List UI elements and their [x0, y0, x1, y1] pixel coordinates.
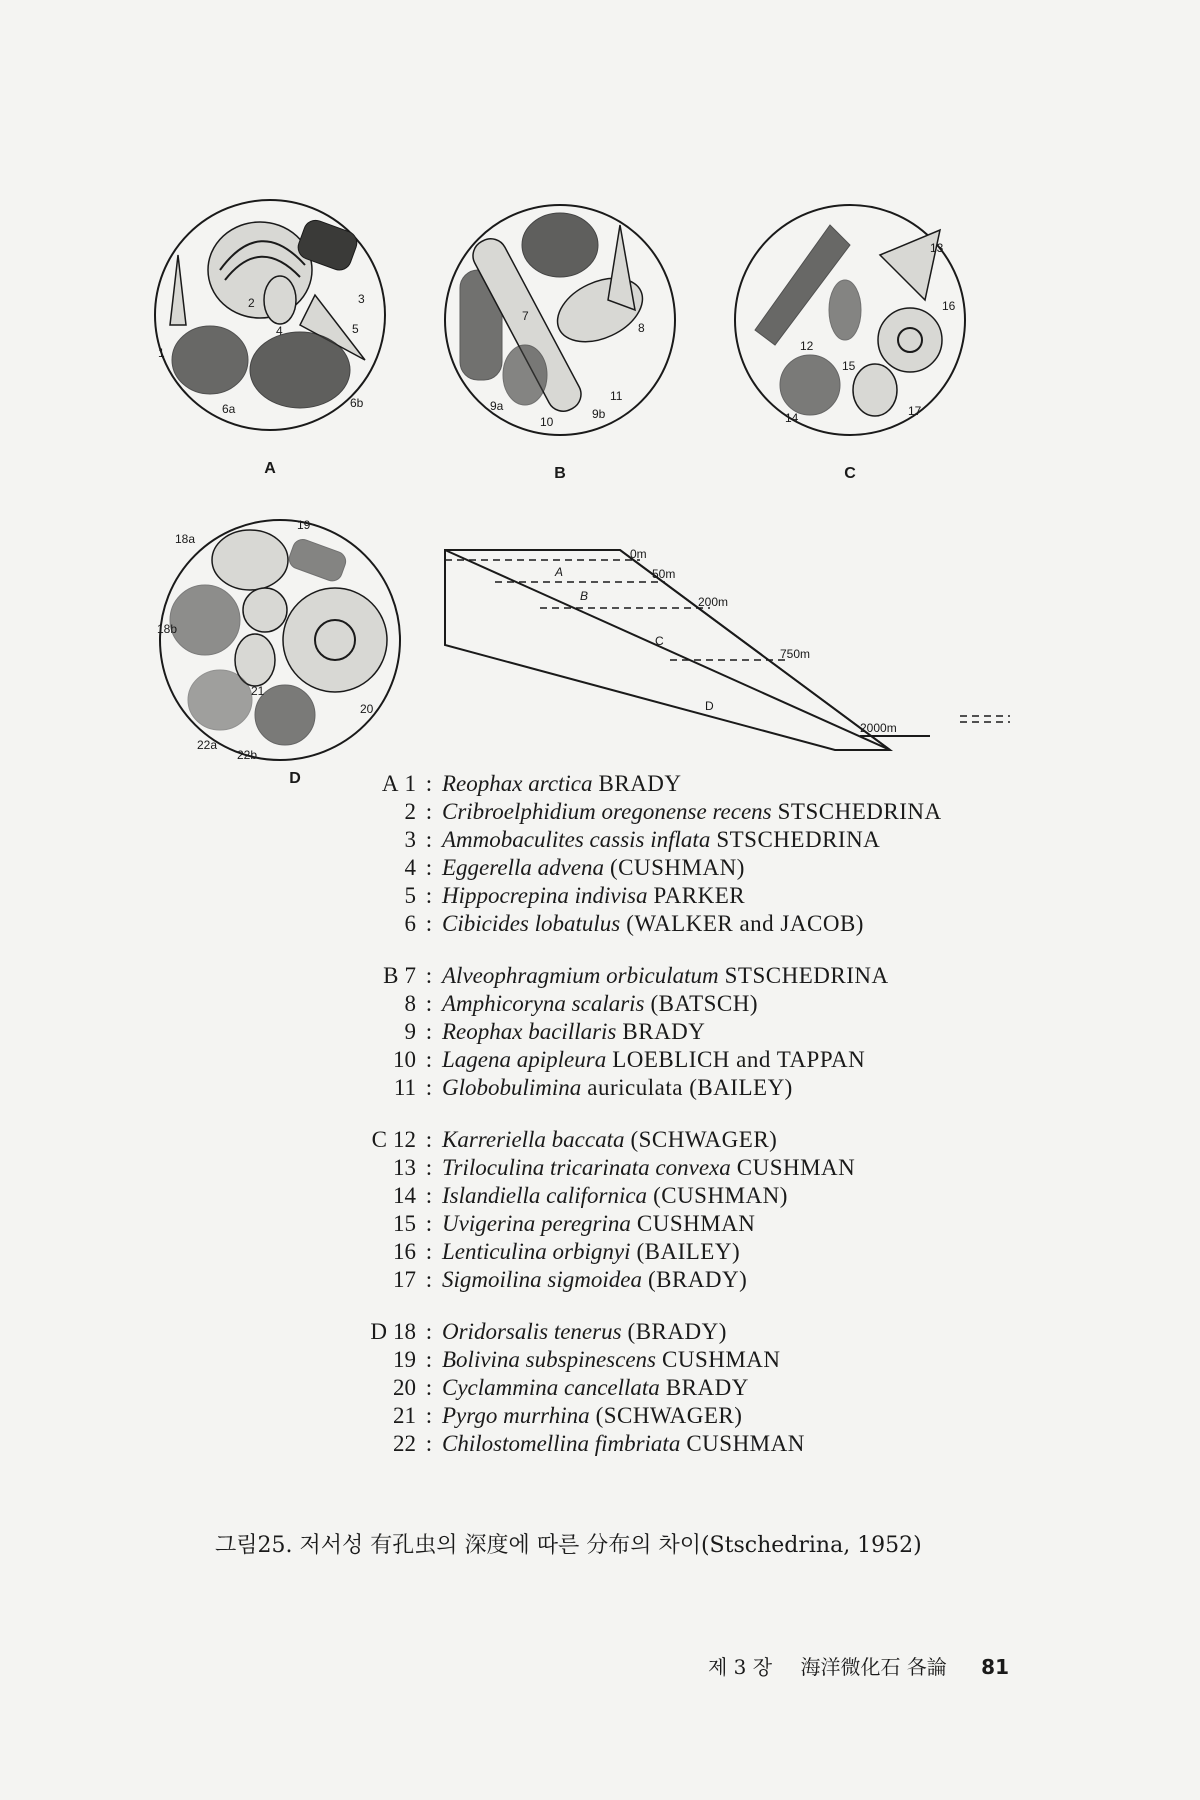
spec-label: 10	[540, 415, 554, 429]
depth-label: 50m	[652, 567, 676, 581]
legend-row	[330, 1046, 1130, 1074]
species-author: PARKER	[653, 883, 746, 908]
legend-item-number: 20	[393, 1375, 416, 1400]
species-name: Islandiella californica	[442, 1183, 648, 1208]
legend-number	[330, 1046, 422, 1074]
panel-a-illustration	[150, 195, 390, 435]
spec-label: 19	[297, 518, 311, 532]
footer-chapter: 제 3 장	[708, 1655, 773, 1679]
legend-row	[330, 1238, 1130, 1266]
spec-label: 14	[785, 411, 799, 425]
legend-colon: :	[425, 1075, 433, 1100]
legend-item-number: 3	[404, 827, 416, 852]
spec-label: 13	[930, 241, 944, 255]
legend-colon: :	[425, 799, 433, 824]
spec-label: 16	[942, 299, 956, 313]
legend-colon: :	[425, 1239, 433, 1264]
species-name: Globobulimina	[442, 1075, 582, 1100]
legend-number	[330, 1126, 422, 1154]
spec-label: 18a	[175, 532, 196, 546]
species-author: BRADY	[665, 1375, 749, 1400]
species-author: LOEBLICH and TAPPAN	[612, 1047, 866, 1072]
legend-item-number: 16	[393, 1239, 416, 1264]
legend-group	[330, 1318, 1130, 1458]
legend-colon: :	[425, 855, 433, 880]
species-author: (BAILEY)	[636, 1239, 741, 1264]
species-author: CUSHMAN	[662, 1347, 781, 1372]
legend-item-number: 6	[404, 911, 416, 936]
legend-item-number: 5	[404, 883, 416, 908]
legend-row	[330, 854, 1130, 882]
legend-number	[330, 1430, 422, 1458]
depth-label: 2000m	[860, 721, 897, 735]
legend-colon: :	[425, 991, 433, 1016]
species-name: Lagena apipleura	[442, 1047, 607, 1072]
panel-label-b: B	[554, 465, 566, 482]
legend-colon: :	[425, 1319, 433, 1344]
species-author: CUSHMAN	[736, 1155, 856, 1180]
depth-label: 0m	[630, 547, 647, 561]
spec-label: 6a	[222, 402, 236, 416]
legend-row	[330, 1018, 1130, 1046]
legend-item-number: 22	[393, 1431, 416, 1456]
legend-item-number: 14	[393, 1183, 416, 1208]
species-name: Eggerella advena	[442, 855, 605, 880]
zone-label: C	[655, 634, 664, 648]
legend-number	[330, 990, 422, 1018]
legend-colon: :	[425, 1403, 433, 1428]
species-legend	[330, 770, 1130, 1482]
footer-section: 海洋微化石 各論	[800, 1655, 947, 1679]
legend-item-number: 15	[393, 1211, 416, 1236]
spec-label: 7	[522, 309, 529, 323]
legend-item-number: 4	[404, 855, 416, 880]
legend-number	[330, 882, 422, 910]
legend-row	[330, 1210, 1130, 1238]
legend-row	[330, 798, 1130, 826]
species-author: (SCHWAGER)	[595, 1403, 743, 1428]
legend-number	[330, 1074, 422, 1102]
species-author: (CUSHMAN)	[653, 1183, 788, 1208]
legend-number	[330, 1210, 422, 1238]
legend-colon: :	[425, 911, 433, 936]
species-author: auriculata (BAILEY)	[587, 1075, 793, 1100]
legend-colon: :	[425, 1047, 433, 1072]
species-author: STSCHEDRINA	[777, 799, 942, 824]
legend-number	[330, 910, 422, 938]
legend-colon: :	[425, 1019, 433, 1044]
legend-number	[330, 1266, 422, 1294]
legend-colon: :	[425, 1127, 433, 1152]
legend-group	[330, 770, 1130, 938]
species-name: Karreriella baccata	[442, 1127, 625, 1152]
legend-number	[330, 1346, 422, 1374]
species-name: Reophax bacillaris	[442, 1019, 617, 1044]
species-author: (BRADY)	[627, 1319, 727, 1344]
legend-row	[330, 990, 1130, 1018]
spec-label: 22a	[197, 738, 218, 752]
spec-label: 17	[908, 404, 922, 418]
species-name: Amphicoryna scalaris	[442, 991, 645, 1016]
species-author: CUSHMAN	[636, 1211, 756, 1236]
legend-row	[330, 1346, 1130, 1374]
species-name: Oridorsalis tenerus	[442, 1319, 622, 1344]
panel-label-d: D	[289, 770, 301, 787]
page-footer	[708, 1651, 1009, 1680]
spec-label: 21	[251, 684, 265, 698]
species-name: Reophax arctica	[442, 771, 593, 796]
legend-colon: :	[425, 1347, 433, 1372]
legend-item-number: 12	[393, 1127, 416, 1152]
legend-colon: :	[425, 963, 433, 988]
legend-number	[330, 1018, 422, 1046]
legend-number	[330, 1154, 422, 1182]
species-author: (WALKER and JACOB)	[626, 911, 864, 936]
legend-row	[330, 910, 1130, 938]
spec-label: 22b	[237, 748, 258, 762]
panel-d-illustration	[155, 515, 405, 765]
panel-label-a: A	[264, 460, 276, 477]
species-name: Cribroelphidium oregonense recens	[442, 799, 772, 824]
legend-item-number: 9	[404, 1019, 416, 1044]
species-author: CUSHMAN	[686, 1431, 805, 1456]
species-name: Hippocrepina indivisa	[442, 883, 648, 908]
species-name: Cibicides lobatulus	[442, 911, 621, 936]
legend-item-number: 2	[404, 799, 416, 824]
panel-c-illustration	[730, 200, 970, 440]
legend-row	[330, 1182, 1130, 1210]
zone-label: B	[580, 589, 589, 603]
spec-label: 3	[358, 292, 365, 306]
species-author: BRADY	[622, 1019, 706, 1044]
species-author: STSCHEDRINA	[724, 963, 889, 988]
legend-item-number: 18	[393, 1319, 416, 1344]
legend-row	[330, 1266, 1130, 1294]
legend-row	[330, 1318, 1130, 1346]
legend-item-number: 13	[393, 1155, 416, 1180]
legend-colon: :	[425, 827, 433, 852]
species-name: Uvigerina peregrina	[442, 1211, 631, 1236]
species-name: Lenticulina orbignyi	[442, 1239, 631, 1264]
legend-colon: :	[425, 771, 433, 796]
legend-number	[330, 1402, 422, 1430]
spec-label: 9b	[592, 407, 606, 421]
species-name: Pyrgo murrhina	[442, 1403, 590, 1428]
species-author: BRADY	[598, 771, 682, 796]
legend-number	[330, 798, 422, 826]
depth-profile-diagram	[440, 540, 1040, 760]
species-name: Bolivina subspinescens	[442, 1347, 656, 1372]
legend-item-number: 8	[404, 991, 416, 1016]
spec-label: 12	[800, 339, 814, 353]
page-number: 81	[981, 1655, 1010, 1679]
legend-number	[330, 1318, 422, 1346]
spec-label: 5	[352, 322, 359, 336]
legend-row	[330, 1430, 1130, 1458]
legend-item-number: 19	[393, 1347, 416, 1372]
species-name: Chilostomellina fimbriata	[442, 1431, 681, 1456]
spec-label: 20	[360, 702, 374, 716]
spec-label: 18b	[157, 622, 178, 636]
legend-group	[330, 1126, 1130, 1294]
legend-colon: :	[425, 1155, 433, 1180]
legend-number	[330, 1182, 422, 1210]
legend-group-letter: C	[371, 1127, 387, 1152]
legend-number	[330, 1374, 422, 1402]
legend-row	[330, 1126, 1130, 1154]
zone-label: A	[555, 565, 564, 579]
legend-colon: :	[425, 1375, 433, 1400]
legend-number	[330, 770, 422, 798]
legend-row	[330, 1402, 1130, 1430]
spec-label: 11	[610, 389, 623, 403]
legend-number	[330, 962, 422, 990]
depth-label: 200m	[698, 595, 729, 609]
legend-colon: :	[425, 1211, 433, 1236]
legend-colon: :	[425, 1267, 433, 1292]
legend-item-number: 1	[404, 771, 416, 796]
legend-item-number: 10	[393, 1047, 416, 1072]
legend-row	[330, 962, 1130, 990]
legend-row	[330, 770, 1130, 798]
panel-b-illustration	[440, 200, 680, 440]
legend-group	[330, 962, 1130, 1102]
depth-label: 750m	[780, 647, 811, 661]
species-name: Triloculina tricarinata convexa	[442, 1155, 731, 1180]
species-author: (BATSCH)	[650, 991, 759, 1016]
legend-colon: :	[425, 1183, 433, 1208]
legend-item-number: 7	[404, 963, 416, 988]
species-author: (CUSHMAN)	[610, 855, 745, 880]
panel-label-c: C	[844, 465, 856, 482]
spec-label: 6b	[350, 396, 364, 410]
legend-item-number: 11	[393, 1075, 416, 1100]
zone-label: D	[705, 699, 714, 713]
legend-item-number: 17	[393, 1267, 416, 1292]
species-name: Cyclammina cancellata	[442, 1375, 660, 1400]
legend-row	[330, 882, 1130, 910]
species-name: Ammobaculites cassis inflata	[442, 827, 711, 852]
species-name: Sigmoilina sigmoidea	[442, 1267, 642, 1292]
spec-label: 9a	[490, 399, 504, 413]
species-author: STSCHEDRINA	[716, 827, 881, 852]
spec-label: 15	[842, 359, 856, 373]
legend-row	[330, 826, 1130, 854]
spec-label: 1	[158, 346, 165, 360]
legend-number	[330, 826, 422, 854]
spec-label: 4	[276, 324, 283, 338]
legend-group-letter: D	[370, 1319, 387, 1344]
spec-label: 2	[248, 296, 255, 310]
legend-colon: :	[425, 883, 433, 908]
legend-row	[330, 1374, 1130, 1402]
legend-row	[330, 1154, 1130, 1182]
figure-caption: 그림25. 저서성 有孔虫의 深度에 따른 分布의 차이(Stschedrina, 1952)	[215, 1533, 922, 1558]
legend-number	[330, 854, 422, 882]
spec-label: 8	[638, 321, 645, 335]
legend-colon: :	[425, 1431, 433, 1456]
legend-group-letter: B	[383, 963, 399, 988]
species-name: Alveophragmium orbiculatum	[442, 963, 719, 988]
legend-group-letter: A	[381, 771, 399, 796]
legend-number	[330, 1238, 422, 1266]
species-author: (SCHWAGER)	[630, 1127, 778, 1152]
species-author: (BRADY)	[647, 1267, 748, 1292]
legend-item-number: 21	[393, 1403, 416, 1428]
legend-row	[330, 1074, 1130, 1102]
